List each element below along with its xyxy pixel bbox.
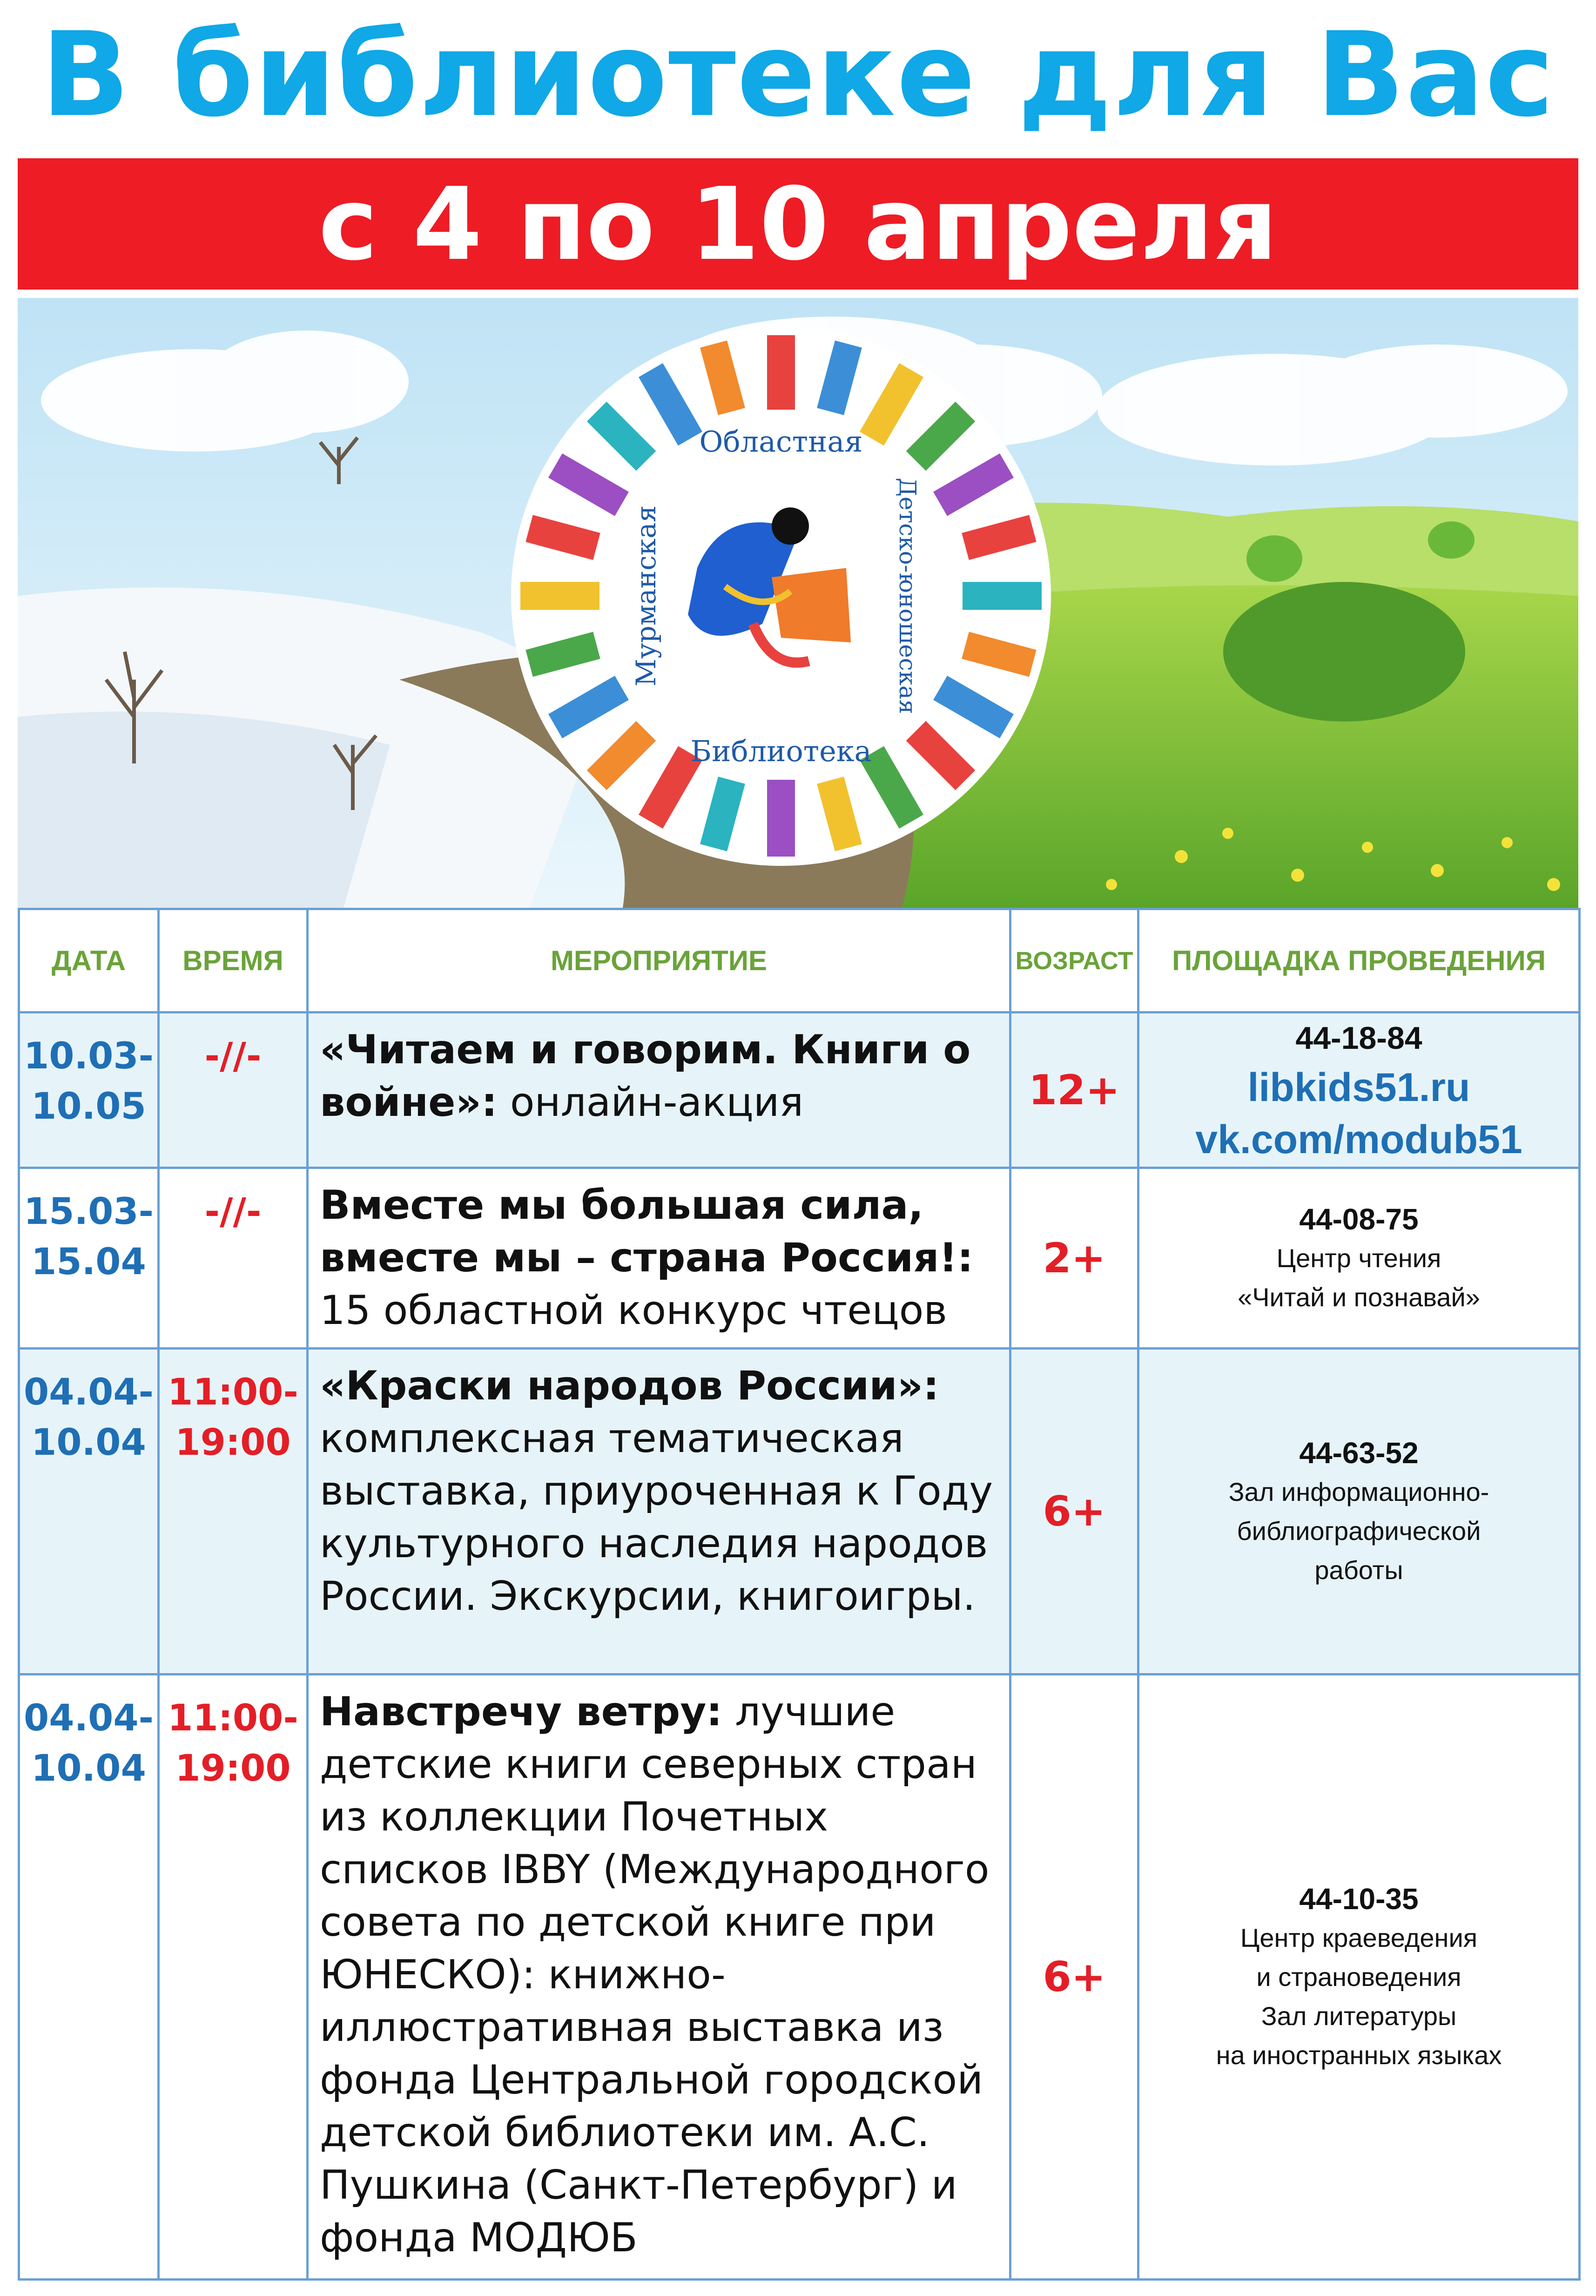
bush bbox=[1428, 521, 1475, 559]
event-time: 11:00- 19:00 bbox=[159, 1349, 308, 1675]
header-age: ВОЗРАСТ bbox=[1010, 909, 1138, 1013]
table-row bbox=[19, 1675, 1580, 2280]
event-details: онлайн-акция bbox=[510, 1079, 804, 1126]
event-time: 11:00- 19:00 bbox=[159, 1675, 308, 2280]
spring-landscape-illustration bbox=[18, 298, 1578, 908]
table-row bbox=[19, 1013, 1580, 1168]
event-details: 15 областной конкурс чтецов bbox=[320, 1287, 948, 1334]
header-event: МЕРОПРИЯТИЕ bbox=[308, 909, 1010, 1013]
event-venue bbox=[1138, 1013, 1580, 1168]
age-rating: 12+ bbox=[1010, 1013, 1138, 1168]
venue-line: Центр краеведения bbox=[1240, 1923, 1478, 1952]
event-date: 04.04- 10.04 bbox=[19, 1675, 159, 2280]
logo-text-right: Детско-юношеская bbox=[894, 478, 921, 714]
age-rating: 2+ bbox=[1010, 1168, 1138, 1349]
venue-line: Центр чтения bbox=[1276, 1243, 1441, 1273]
venue-line: Зал литературы bbox=[1261, 2001, 1457, 2031]
logo-text-top: Областная bbox=[699, 425, 863, 459]
event-description bbox=[308, 1168, 1010, 1349]
bush bbox=[1223, 582, 1465, 722]
event-title: «Краски народов России»: bbox=[320, 1363, 939, 1409]
table-row bbox=[19, 1349, 1580, 1675]
event-details: лучшие детские книги северных стран из коллекции Почетных списков IBBY (Международного совета по детской книге при ЮНЕСКО): книжно-иллюстративная выставка из фонда Центральной городской детской библиотеки им. А.С. Пушкина (Санкт-Петербург) и фонда МОДЮБ bbox=[320, 1688, 990, 2261]
header-date: ДАТА bbox=[19, 909, 159, 1013]
event-time: -//- bbox=[159, 1013, 308, 1168]
venue-line: библиографической bbox=[1237, 1516, 1481, 1546]
bush bbox=[1246, 535, 1302, 582]
event-description bbox=[308, 1675, 1010, 2280]
age-rating: 6+ bbox=[1010, 1349, 1138, 1675]
event-time: -//- bbox=[159, 1168, 308, 1349]
event-venue bbox=[1138, 1349, 1580, 1675]
venue-line: работы bbox=[1314, 1555, 1403, 1585]
venue-phone: 44-63-52 bbox=[1299, 1436, 1419, 1470]
schedule-table bbox=[18, 908, 1581, 2281]
age-rating: 6+ bbox=[1010, 1675, 1138, 2280]
event-title: Вместе мы большая сила, вместе мы – страна Россия!: bbox=[320, 1182, 974, 1281]
event-date: 04.04- 10.04 bbox=[19, 1349, 159, 1675]
event-date: 10.03- 10.05 bbox=[19, 1013, 159, 1168]
event-date: 15.03- 15.04 bbox=[19, 1168, 159, 1349]
event-venue bbox=[1138, 1168, 1580, 1349]
event-title: «Читаем и говорим. Книги о войне»: bbox=[320, 1026, 971, 1126]
table-row bbox=[19, 1168, 1580, 1349]
library-logo bbox=[511, 326, 1051, 866]
event-details: комплексная тематическая выставка, приуроченная к Году культурного наследия народов России. Экскурсии, книгоигры. bbox=[320, 1415, 993, 1620]
venue-line: Зал информационно- bbox=[1228, 1477, 1489, 1506]
venue-line: на иностранных языках bbox=[1216, 2040, 1502, 2070]
website-link[interactable]: libkids51.ru bbox=[1247, 1065, 1470, 1110]
table-header-row bbox=[19, 909, 1580, 1013]
page-title: В библиотеке для Вас bbox=[41, 7, 1555, 142]
venue-phone: 44-08-75 bbox=[1299, 1202, 1419, 1236]
venue-phone: 44-10-35 bbox=[1299, 1882, 1419, 1916]
logo-text-left: Мурманская bbox=[630, 505, 662, 687]
event-description bbox=[308, 1349, 1010, 1675]
header-venue: ПЛОЩАДКА ПРОВЕДЕНИЯ bbox=[1138, 909, 1580, 1013]
header-time: ВРЕМЯ bbox=[159, 909, 308, 1013]
venue-line: и страноведения bbox=[1256, 1962, 1461, 1992]
venue-phone: 44-18-84 bbox=[1295, 1020, 1422, 1056]
venue-line: «Читай и познавай» bbox=[1238, 1282, 1480, 1312]
event-venue bbox=[1138, 1675, 1580, 2280]
vk-link[interactable]: vk.com/modub51 bbox=[1195, 1117, 1522, 1162]
event-description bbox=[308, 1013, 1010, 1168]
logo-text-bottom: Библиотека bbox=[690, 734, 872, 768]
date-banner: с 4 по 10 апреля bbox=[18, 158, 1578, 290]
snow-shadow bbox=[18, 712, 390, 908]
event-title: Навстречу ветру: bbox=[320, 1688, 722, 1735]
